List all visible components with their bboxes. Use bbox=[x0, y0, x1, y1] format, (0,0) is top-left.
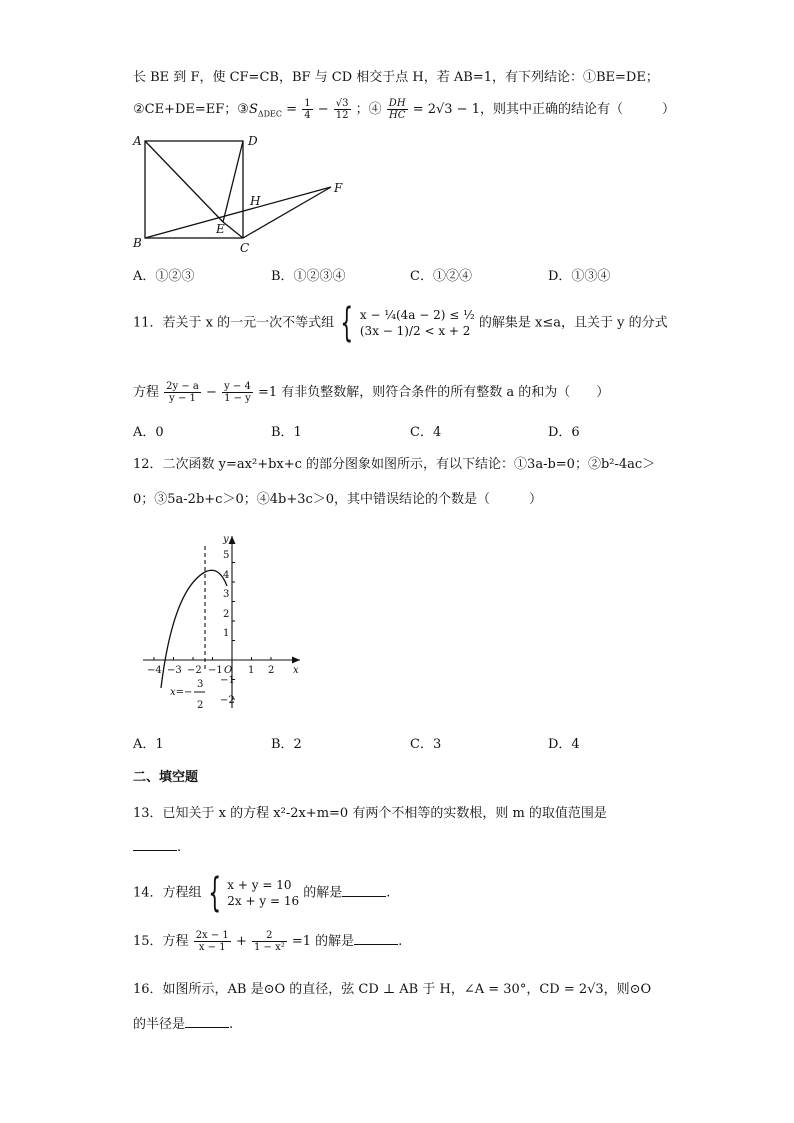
q11-line2b: =1 有非负整数解，则符合条件的所有整数 a 的和为（ ） bbox=[257, 385, 610, 400]
q10-conclusion4: ；④ bbox=[355, 102, 382, 117]
label-b: B bbox=[133, 236, 142, 250]
q11-frac-b-num: y − 4 bbox=[224, 381, 251, 392]
section-heading: 二、填空题 bbox=[133, 770, 199, 785]
q10-option-a[interactable]: A．①②③ bbox=[133, 269, 195, 284]
y-axis-arrow bbox=[229, 536, 236, 544]
y-tick-3: 3 bbox=[223, 589, 230, 600]
q11-ineq2: (3x − 1)/2 < x + 2 bbox=[359, 324, 471, 338]
q10-frac3 bbox=[387, 98, 408, 121]
q14-suffix: 的解是 bbox=[303, 885, 343, 901]
label-c: C bbox=[240, 241, 250, 255]
q14-prefix: 14．方程组 bbox=[133, 885, 202, 901]
y-tick-5: 5 bbox=[223, 550, 230, 561]
q16-line2 bbox=[133, 1013, 233, 1032]
q12-line2: 0；③5a-2b+c＞0；④4b+3c＞0，其中错误结论的个数是（ ） bbox=[133, 492, 543, 507]
q15-frac1-den: x − 1 bbox=[198, 942, 226, 953]
q12-option-a[interactable]: A．1 bbox=[133, 737, 164, 752]
q10-s-label: S bbox=[248, 102, 258, 117]
q13-line1: 13．已知关于 x 的方程 x²-2x+m=0 有两个不相等的实数根，则 m 的取值范围是 bbox=[133, 806, 607, 821]
q12-option-d[interactable]: D．4 bbox=[548, 737, 580, 752]
q11-ineq1: x − ¼(4a − 2) ≤ ½ bbox=[359, 308, 475, 322]
x-axis-arrow bbox=[292, 657, 300, 664]
q16-line1: 16．如图所示，AB 是⊙O 的直径，弦 CD ⊥ AB 于 H，∠A = 30°，CD = 2√3，则⊙O bbox=[133, 982, 652, 997]
label-a: A bbox=[133, 134, 142, 148]
q10-frac2 bbox=[334, 98, 351, 121]
y-tick--2: −2 bbox=[220, 695, 235, 706]
label-f: F bbox=[334, 181, 343, 195]
q11-inequality-system bbox=[360, 307, 475, 339]
q12-line1: 12．二次函数 y=ax²+bx+c 的部分图象如图所示，有以下结论：①3a-b=0；②b²-4ac＞ bbox=[133, 457, 656, 472]
q11-brace: { bbox=[340, 300, 354, 346]
axis-eq-prefix: x=− bbox=[170, 687, 193, 698]
q16-answer-blank[interactable] bbox=[185, 1015, 229, 1028]
x-tick--3: −3 bbox=[167, 665, 182, 676]
y-axis-label: y bbox=[223, 534, 229, 545]
q10-frac2-num: √3 bbox=[335, 98, 349, 109]
axis-eq-num: 3 bbox=[197, 679, 204, 690]
q11-frac-a bbox=[164, 381, 201, 404]
segment-ae bbox=[145, 141, 223, 222]
q16-end: . bbox=[229, 1017, 234, 1032]
q10-frac3-den: HC bbox=[388, 110, 406, 121]
q10-minus: − bbox=[317, 102, 329, 117]
q14-brace: { bbox=[208, 870, 221, 916]
q10-frac1 bbox=[302, 98, 312, 121]
q13-answer-blank[interactable] bbox=[133, 838, 177, 851]
q11-frac-b-den: 1 − y bbox=[224, 393, 251, 404]
q12-parabola-graph bbox=[135, 530, 315, 715]
q11-option-d[interactable]: D．6 bbox=[548, 425, 580, 440]
q14-eq1: x + y = 10 bbox=[227, 878, 292, 892]
segment-bf bbox=[145, 187, 331, 238]
y-tick--1: −1 bbox=[220, 675, 235, 686]
x-tick-2: 2 bbox=[268, 665, 275, 676]
q10-frac3-num: DH bbox=[388, 98, 406, 109]
q10-eq: = bbox=[286, 102, 298, 117]
segment-de bbox=[223, 141, 243, 222]
q15-frac2 bbox=[252, 930, 287, 953]
q12-option-b[interactable]: B．2 bbox=[271, 737, 302, 752]
q15-prefix: 15．方程 bbox=[133, 934, 189, 949]
q14-end: . bbox=[386, 885, 391, 901]
label-e: E bbox=[216, 222, 225, 236]
label-h: H bbox=[250, 194, 261, 208]
q10-option-d[interactable]: D．①③④ bbox=[548, 269, 611, 284]
q10-option-b[interactable]: B．①②③④ bbox=[271, 269, 346, 284]
x-axis-label: x bbox=[293, 665, 299, 676]
q14-equation-system bbox=[227, 877, 299, 909]
q15-line bbox=[133, 930, 402, 953]
q14-line bbox=[133, 870, 391, 916]
q15-suffix: =1 的解是 bbox=[291, 934, 355, 949]
q10-eq2: = 2√3 − 1，则其中正确的结论有（ ） bbox=[412, 102, 675, 117]
q10-frac2-den: 12 bbox=[335, 110, 349, 121]
x-tick--2: −2 bbox=[187, 665, 202, 676]
q11-line1 bbox=[133, 300, 668, 346]
q15-frac2-num: 2 bbox=[252, 930, 287, 942]
q13-line2 bbox=[133, 838, 181, 855]
q10-square-figure bbox=[128, 130, 358, 260]
q10-frac1-num: 1 bbox=[304, 98, 311, 109]
q11-option-c[interactable]: C．4 bbox=[410, 425, 442, 440]
q11-line2 bbox=[133, 381, 609, 404]
q10-line2 bbox=[133, 98, 675, 121]
y-tick-4: 4 bbox=[223, 570, 230, 581]
q10-option-c[interactable]: C．①②④ bbox=[410, 269, 472, 284]
q11-frac-a-num: 2y − a bbox=[166, 381, 199, 392]
q10-frac1-den: 4 bbox=[304, 110, 311, 121]
q15-answer-blank[interactable] bbox=[354, 932, 398, 945]
q15-plus: + bbox=[235, 934, 247, 949]
x-tick--1: −1 bbox=[208, 665, 223, 676]
q11-line2a: 方程 bbox=[133, 385, 160, 400]
q11-option-b[interactable]: B．1 bbox=[271, 425, 302, 440]
q14-answer-blank[interactable] bbox=[342, 884, 386, 897]
y-tick-1: 1 bbox=[223, 628, 230, 639]
q10-s-sub: ΔDEC bbox=[257, 109, 283, 119]
origin-label: O bbox=[224, 665, 233, 676]
q10-line1: 长 BE 到 F，使 CF=CB，BF 与 CD 相交于点 H，若 AB=1，有下列结论：①BE=DE； bbox=[133, 70, 659, 85]
y-tick-2: 2 bbox=[223, 609, 230, 620]
x-tick--4: −4 bbox=[147, 665, 162, 676]
q11-prefix: 11．若关于 x 的一元一次不等式组 bbox=[133, 315, 335, 331]
q11-mid: − bbox=[206, 385, 217, 400]
q15-end: . bbox=[398, 934, 403, 949]
axis-eq-den: 2 bbox=[197, 700, 204, 711]
x-tick-1: 1 bbox=[248, 665, 255, 676]
q15-frac1-num: 2x − 1 bbox=[195, 930, 229, 941]
q12-option-c[interactable]: C．3 bbox=[410, 737, 442, 752]
q11-frac-a-den: y − 1 bbox=[169, 393, 196, 404]
q14-eq2: 2x + y = 16 bbox=[227, 894, 300, 908]
q10-conclusion2: ②CE+DE=EF；③ bbox=[133, 102, 249, 117]
q11-frac-b bbox=[222, 381, 253, 404]
label-d: D bbox=[248, 134, 258, 148]
segment-ec bbox=[223, 222, 243, 238]
q11-option-a[interactable]: A．0 bbox=[133, 425, 164, 440]
q11-suffix: 的解集是 x≤a，且关于 y 的分式 bbox=[478, 315, 668, 331]
q16-line2-text: 的半径是 bbox=[133, 1017, 186, 1032]
q13-end: . bbox=[177, 840, 182, 855]
q15-frac1 bbox=[194, 930, 231, 953]
q15-frac2-den: 1 − x² bbox=[253, 942, 285, 953]
